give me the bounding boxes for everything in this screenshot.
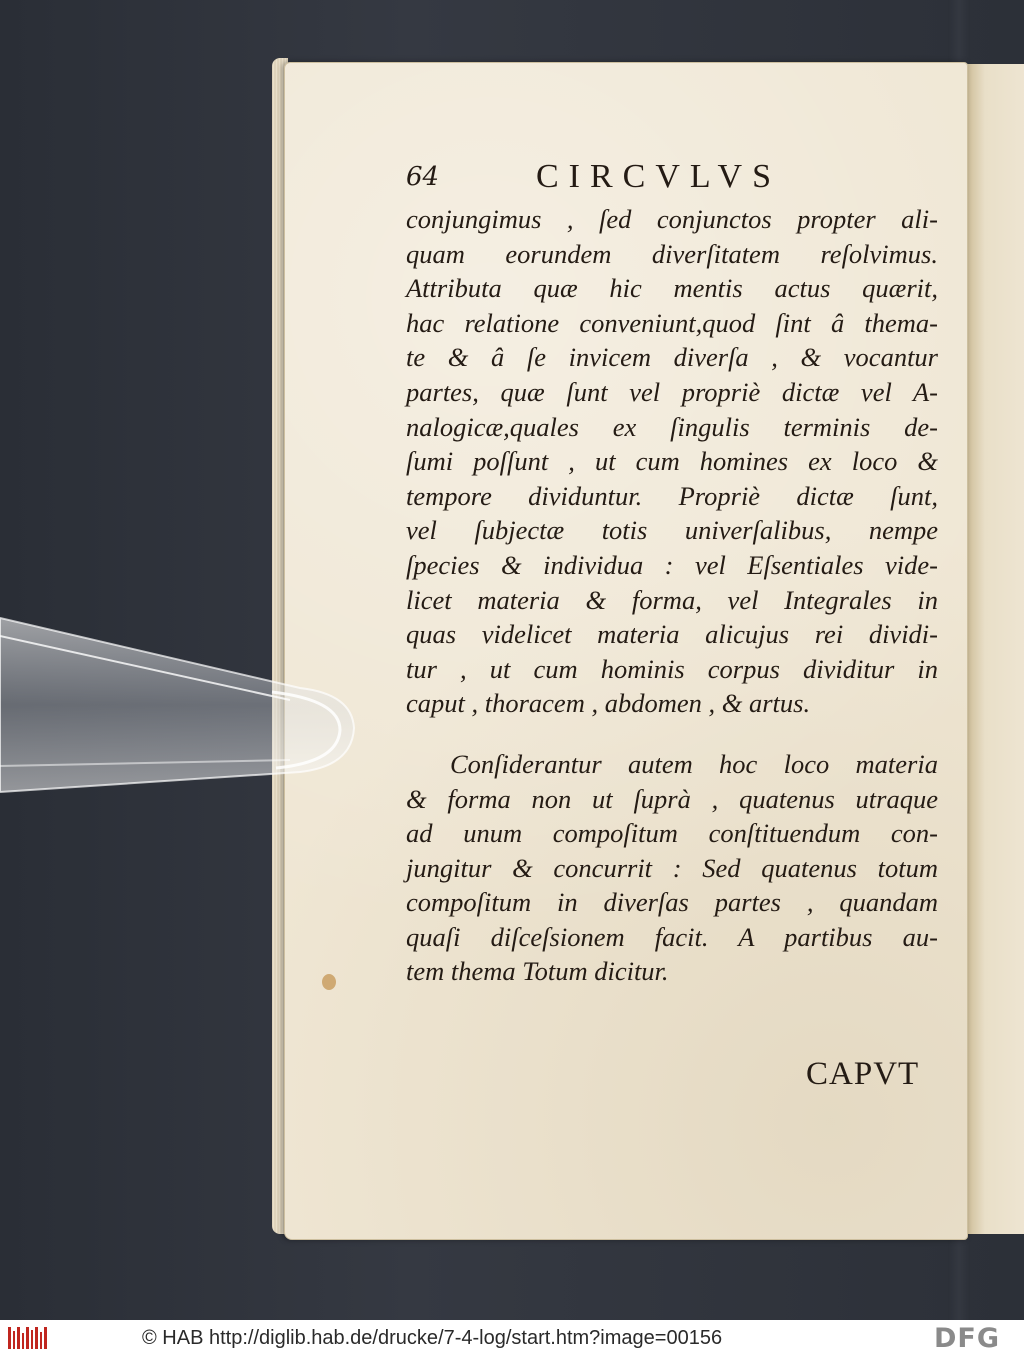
- text-line: quam eorundem diverſitatem reſolvimus.: [406, 238, 938, 269]
- facing-page-edge: [962, 64, 1024, 1234]
- text-line: licet materia & forma, vel Integrales in: [406, 584, 938, 615]
- paragraph-gap: [406, 721, 938, 747]
- text-line: Conſiderantur autem hoc loco materia: [450, 748, 938, 779]
- catchword: CAPVT: [806, 1056, 920, 1092]
- text-line: jungitur & concurrit : Sed quatenus totum: [406, 852, 938, 883]
- text-line: compoſitum in diverſas partes , quandam: [406, 887, 938, 918]
- text-line: ad unum compoſitum conſtituendum con-: [406, 818, 938, 849]
- text-line: quas videlicet materia alicujus rei dividi-: [406, 619, 938, 650]
- text-line: tur , ut cum hominis corpus dividitur in: [406, 653, 938, 684]
- paper-stain: [322, 974, 336, 990]
- footer-bar: [0, 1320, 1024, 1356]
- text-line: tem thema Totum dicitur.: [406, 956, 669, 987]
- barcode-icon: [6, 1325, 50, 1351]
- text-line: te & â ſe invicem diverſa , & vocantur: [406, 342, 938, 373]
- text-line: tempore dividuntur. Propriè dictæ ſunt,: [406, 480, 938, 511]
- text-line: vel ſubjectæ totis univerſalibus, nempe: [406, 515, 938, 546]
- running-head-title: CIRCVLVS: [536, 158, 782, 195]
- text-line: hac relatione conveniunt,quod ſint â thema-: [406, 307, 938, 338]
- copyright-link[interactable]: © HAB http://diglib.hab.de/drucke/7-4-log/start.htm?image=00156: [142, 1327, 723, 1349]
- dfg-logo: DFG: [934, 1323, 1001, 1354]
- text-line: & forma non ut ſuprà , quatenus utraque: [406, 783, 938, 814]
- text-line: conjungimus , ſed conjunctos propter ali-: [406, 204, 938, 234]
- text-line: partes, quæ ſunt vel propriè dictæ vel A-: [406, 376, 938, 407]
- text-line: quaſi diſceſsionem facit. A partibus au-: [406, 921, 938, 952]
- text-line: Attributa quæ hic mentis actus quærit,: [406, 273, 938, 304]
- text-line: nalogicæ,quales ex ſingulis terminis de-: [406, 411, 938, 442]
- running-head: [406, 158, 938, 202]
- page-text: [406, 158, 938, 989]
- page-number: 64: [406, 162, 440, 192]
- text-line: caput , thoracem , abdomen , & artus.: [406, 688, 811, 719]
- text-line: ſpecies & individua : vel Eſsentiales vide-: [406, 549, 938, 580]
- text-line: ſumi poſſunt , ut cum homines ex loco &: [406, 446, 938, 477]
